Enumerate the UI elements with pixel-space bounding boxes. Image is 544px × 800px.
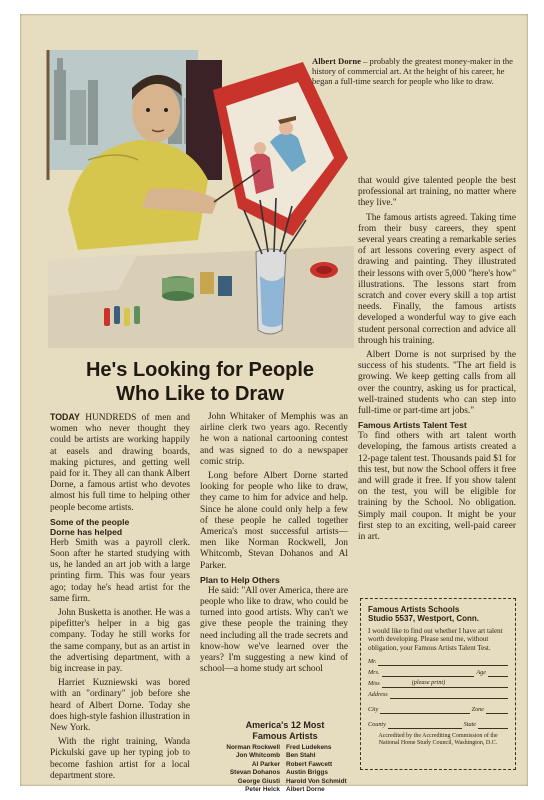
coupon-body: I would like to find out whether I have art talent worth developing. Please send me, without obligation, your Famous Artists Talent Test.: [368, 626, 503, 652]
artist-name: Ben Stahl: [286, 752, 316, 760]
illustration-caption: [312, 56, 514, 86]
coupon-school-name: Famous Artists Schools: [368, 605, 460, 614]
paragraph: Herb Smith was a payroll clerk. Soon after he started studying with us, he landed an art job with a large printing firm. This was four years ago; today he's head artist for the same firm.: [50, 537, 190, 604]
paragraph: Albert Dorne is not surprised by the success of his students. "The art field is growing. We keep getting calls from all over the country, asking us for practical, well-trained students who can step into full-time or part-time art jobs.": [358, 350, 516, 417]
famous-artists-heading: America's 12 Most Famous Artists: [245, 720, 325, 741]
paragraph: John Busketta is another. He was a pipefitter's helper in a big gas company. Today he still works for the same company, but as an artist in the advertising department, with a big increase in pay.: [50, 608, 190, 675]
paragraph: Harriet Kuzniewski was bored with an "ordinary" job before she heard of Albert Dorne. Today she does high-style fashion illustration in New York.: [50, 678, 190, 734]
artist-name: Robert Fawcett: [286, 760, 333, 768]
coupon-address-field[interactable]: Address: [368, 688, 508, 699]
coupon-studio-address: Studio 5537, Westport, Conn.: [368, 614, 479, 624]
artist-name: Austin Briggs: [286, 769, 328, 777]
artist-illustration: [48, 50, 354, 348]
headline: [50, 358, 350, 406]
artist-name: George Giusti: [237, 777, 280, 785]
subheading: Some of the people Dorne has helped: [50, 516, 130, 537]
artist-name: Jon Whitcomb: [235, 752, 280, 760]
mail-coupon[interactable]: [360, 598, 516, 770]
coupon-mrs-field[interactable]: Mrs. Age: [368, 666, 508, 677]
caption-text: – probably the greatest money-maker in the history of commercial art. At the height of his career, he began a full-time search for people who like to draw.: [312, 56, 513, 86]
paragraph: TODAY HUNDREDS of men and women who never thought they could be artists are working happily at easels and drawing boards, making pictures, and getting well paid for it. They all can thank Albert Dorne, a famous artist who devotes almost his full time to helping other people become artists.: [50, 412, 190, 513]
headline-line1: He's Looking for People: [85, 359, 315, 381]
artist-name: Peter Helck: [245, 786, 280, 794]
article-column-2: [200, 412, 348, 678]
artist-name: Norman Rockwell: [226, 744, 280, 751]
subheading: Plan to Help Others: [200, 574, 280, 585]
artist-name: Harold Von Schmidt: [286, 777, 347, 785]
coupon-name-field[interactable]: Mr.: [368, 655, 508, 666]
subheading: Famous Artists Talent Test: [358, 420, 467, 431]
paragraph: John Whitaker of Memphis was an airline clerk two years ago. Recently he won a national cartooning contest and was signed to do a newspaper comic strip.: [200, 412, 348, 467]
article-column-3: [358, 176, 516, 546]
paragraph: To find others with art talent worth developing, the famous artists created a 12-page talent test. Thousands paid $1 for this test, but now the School offers it free and will grade it free. If you show talent on the test, you will be eligible for training by the School. No obligation. Simply mail coupon. It might be your first step to an exciting, well-paid career in art.: [358, 431, 516, 543]
coupon-miss-field[interactable]: Miss (please print): [368, 677, 508, 688]
coupon-accreditation: Accredited by the Accrediting Commission of the National Home Study Council, Washington, D.C.: [378, 733, 498, 747]
paragraph: Long before Albert Dorne started looking for people who like to draw, they came to him for advice and help. Since he alone could only help a few of these people he called together America's most successful artists—men like Norman Rockwell, Jon Whitcomb, Stevan Dohanos and Al Parker.: [200, 471, 348, 571]
coupon-city-field[interactable]: City Zone: [368, 703, 508, 714]
caption-name: Albert Dorne: [312, 56, 361, 66]
paragraph: With the right training, Wanda Pickulski gave up her typing job to become fashion artist for a local department store.: [50, 737, 190, 781]
magazine-page: [20, 14, 528, 794]
coupon-county-field[interactable]: County State: [368, 718, 508, 729]
paragraph: The famous artists agreed. Taking time from their busy careers, they spent several years creating a remarkable series of art lessons covering every aspect of drawing and painting. They illustrated their lessons with over 5,000 "here's how" illustrations. The lessons start from scratch and cover every skill a top artist needs. Finally, the famous artists developed a wonderful way to give each student personal correction and advice all through his training.: [358, 212, 517, 346]
article-column-1: [50, 412, 190, 785]
paragraph: that would give talented people the best professional art training, no matter where they live.": [358, 176, 516, 209]
drop-cap: TODAY: [50, 412, 80, 422]
artist-name: Al Parker: [251, 760, 280, 768]
famous-artists-list: [200, 744, 370, 794]
headline-line2: Who Like to Draw: [116, 383, 284, 405]
artist-name: Stevan Dohanos: [229, 769, 280, 777]
paragraph: He said: "All over America, there are people who like to draw, who could be turned into good artists. Why can't we give these people the training they need including all the trade secrets and know-how we've learned over the years? I'm suggesting a new kind of school—a home study art school: [200, 585, 348, 675]
artist-name: Albert Dorne: [286, 786, 325, 794]
artist-name: Fred Ludekens: [286, 744, 332, 751]
